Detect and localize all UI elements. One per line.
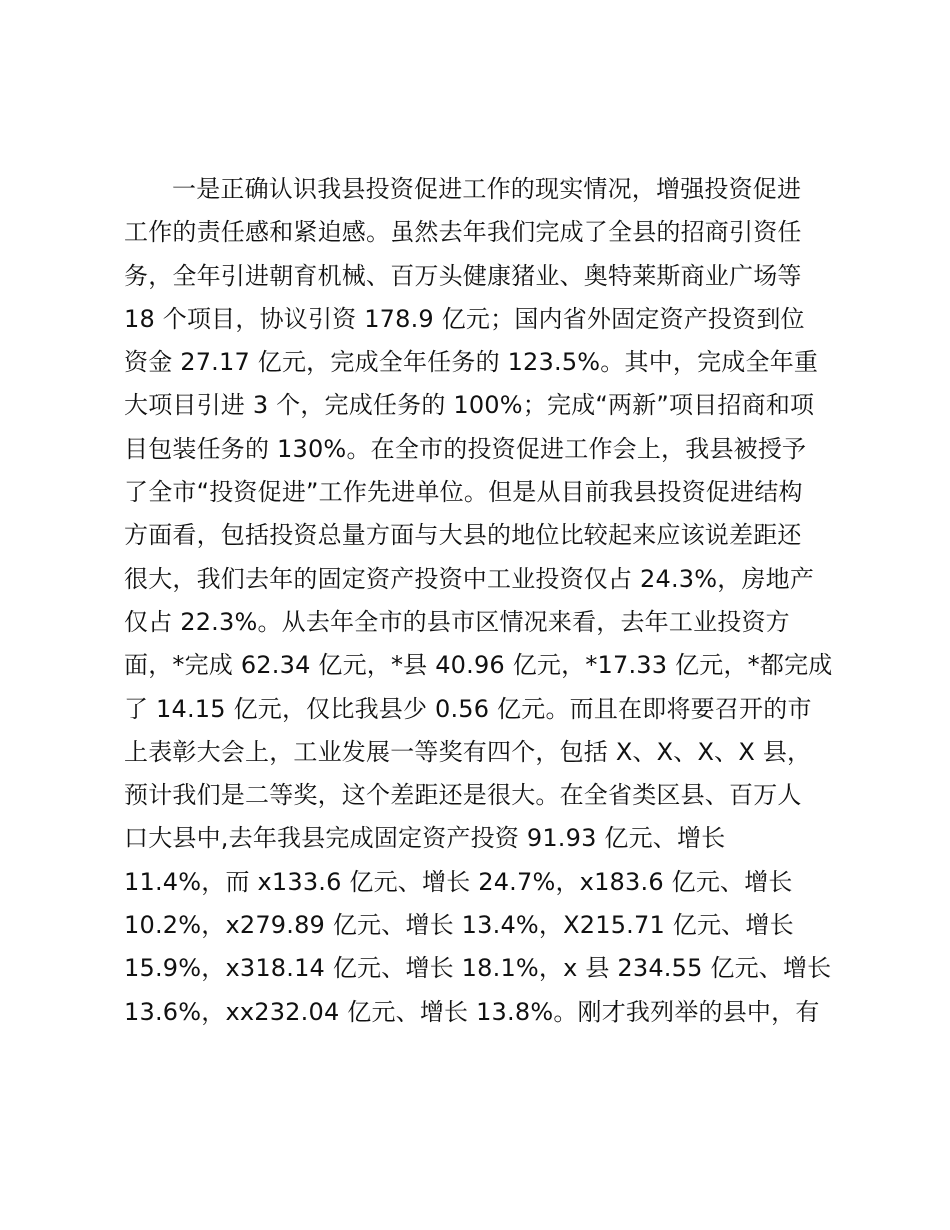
body-paragraph	[124, 168, 836, 1034]
paragraph-line: 目包装任务的 130%。在全市的投资促进工作会上，我县被授予	[124, 434, 807, 463]
paragraph-line: 务，全年引进朝育机械、百万头健康猪业、奥特莱斯商业广场等	[124, 261, 802, 290]
paragraph-line: 18 个项目，协议引资 178.9 亿元；国内省外固定资产投资到位	[124, 304, 805, 333]
paragraph-line: 13.6%，xx232.04 亿元、增长 13.8%。刚才我列举的县中，有	[124, 997, 820, 1026]
paragraph-line: 了全市“投资促进”工作先进单位。但是从目前我县投资促进结构	[124, 478, 803, 507]
paragraph-line: 工作的责任感和紧迫感。虽然去年我们完成了全县的招商引资任	[124, 218, 802, 247]
paragraph-line: 上表彰大会上，工业发展一等奖有四个，包括 X、X、X、X 县，	[124, 737, 812, 766]
paragraph-line: 方面看，包括投资总量方面与大县的地位比较起来应该说差距还	[124, 521, 802, 550]
paragraph-line: 预计我们是二等奖，这个差距还是很大。在全省类区县、百万人	[124, 781, 802, 810]
paragraph-line: 大项目引进 3 个，完成任务的 100%；完成“两新”项目招商和项	[124, 391, 815, 420]
paragraph-line: 15.9%，x318.14 亿元、增长 18.1%，x 县 234.55 亿元、增长	[124, 954, 832, 983]
paragraph-line: 很大，我们去年的固定资产投资中工业投资仅占 24.3%，房地产	[124, 564, 815, 593]
paragraph-line: 口大县中,去年我县完成固定资产投资 91.93 亿元、增长	[124, 824, 726, 853]
paragraph-line: 仅占 22.3%。从去年全市的县市区情况来看，去年工业投资方	[124, 607, 790, 636]
paragraph-line: 11.4%，而 x133.6 亿元、增长 24.7%，x183.6 亿元、增长	[124, 867, 793, 896]
paragraph-line: 一是正确认识我县投资促进工作的现实情况，增强投资促进	[172, 175, 802, 203]
paragraph-line: 10.2%，x279.89 亿元、增长 13.4%，X215.71 亿元、增长	[124, 911, 794, 940]
paragraph-line: 了 14.15 亿元，仅比我县少 0.56 亿元。而且在即将要召开的市	[124, 694, 812, 723]
paragraph-line: 面，*完成 62.34 亿元，*县 40.96 亿元，*17.33 亿元，*都完成	[124, 651, 833, 680]
paragraph-line: 资金 27.17 亿元，完成全年任务的 123.5%。其中，完成全年重	[124, 348, 819, 377]
